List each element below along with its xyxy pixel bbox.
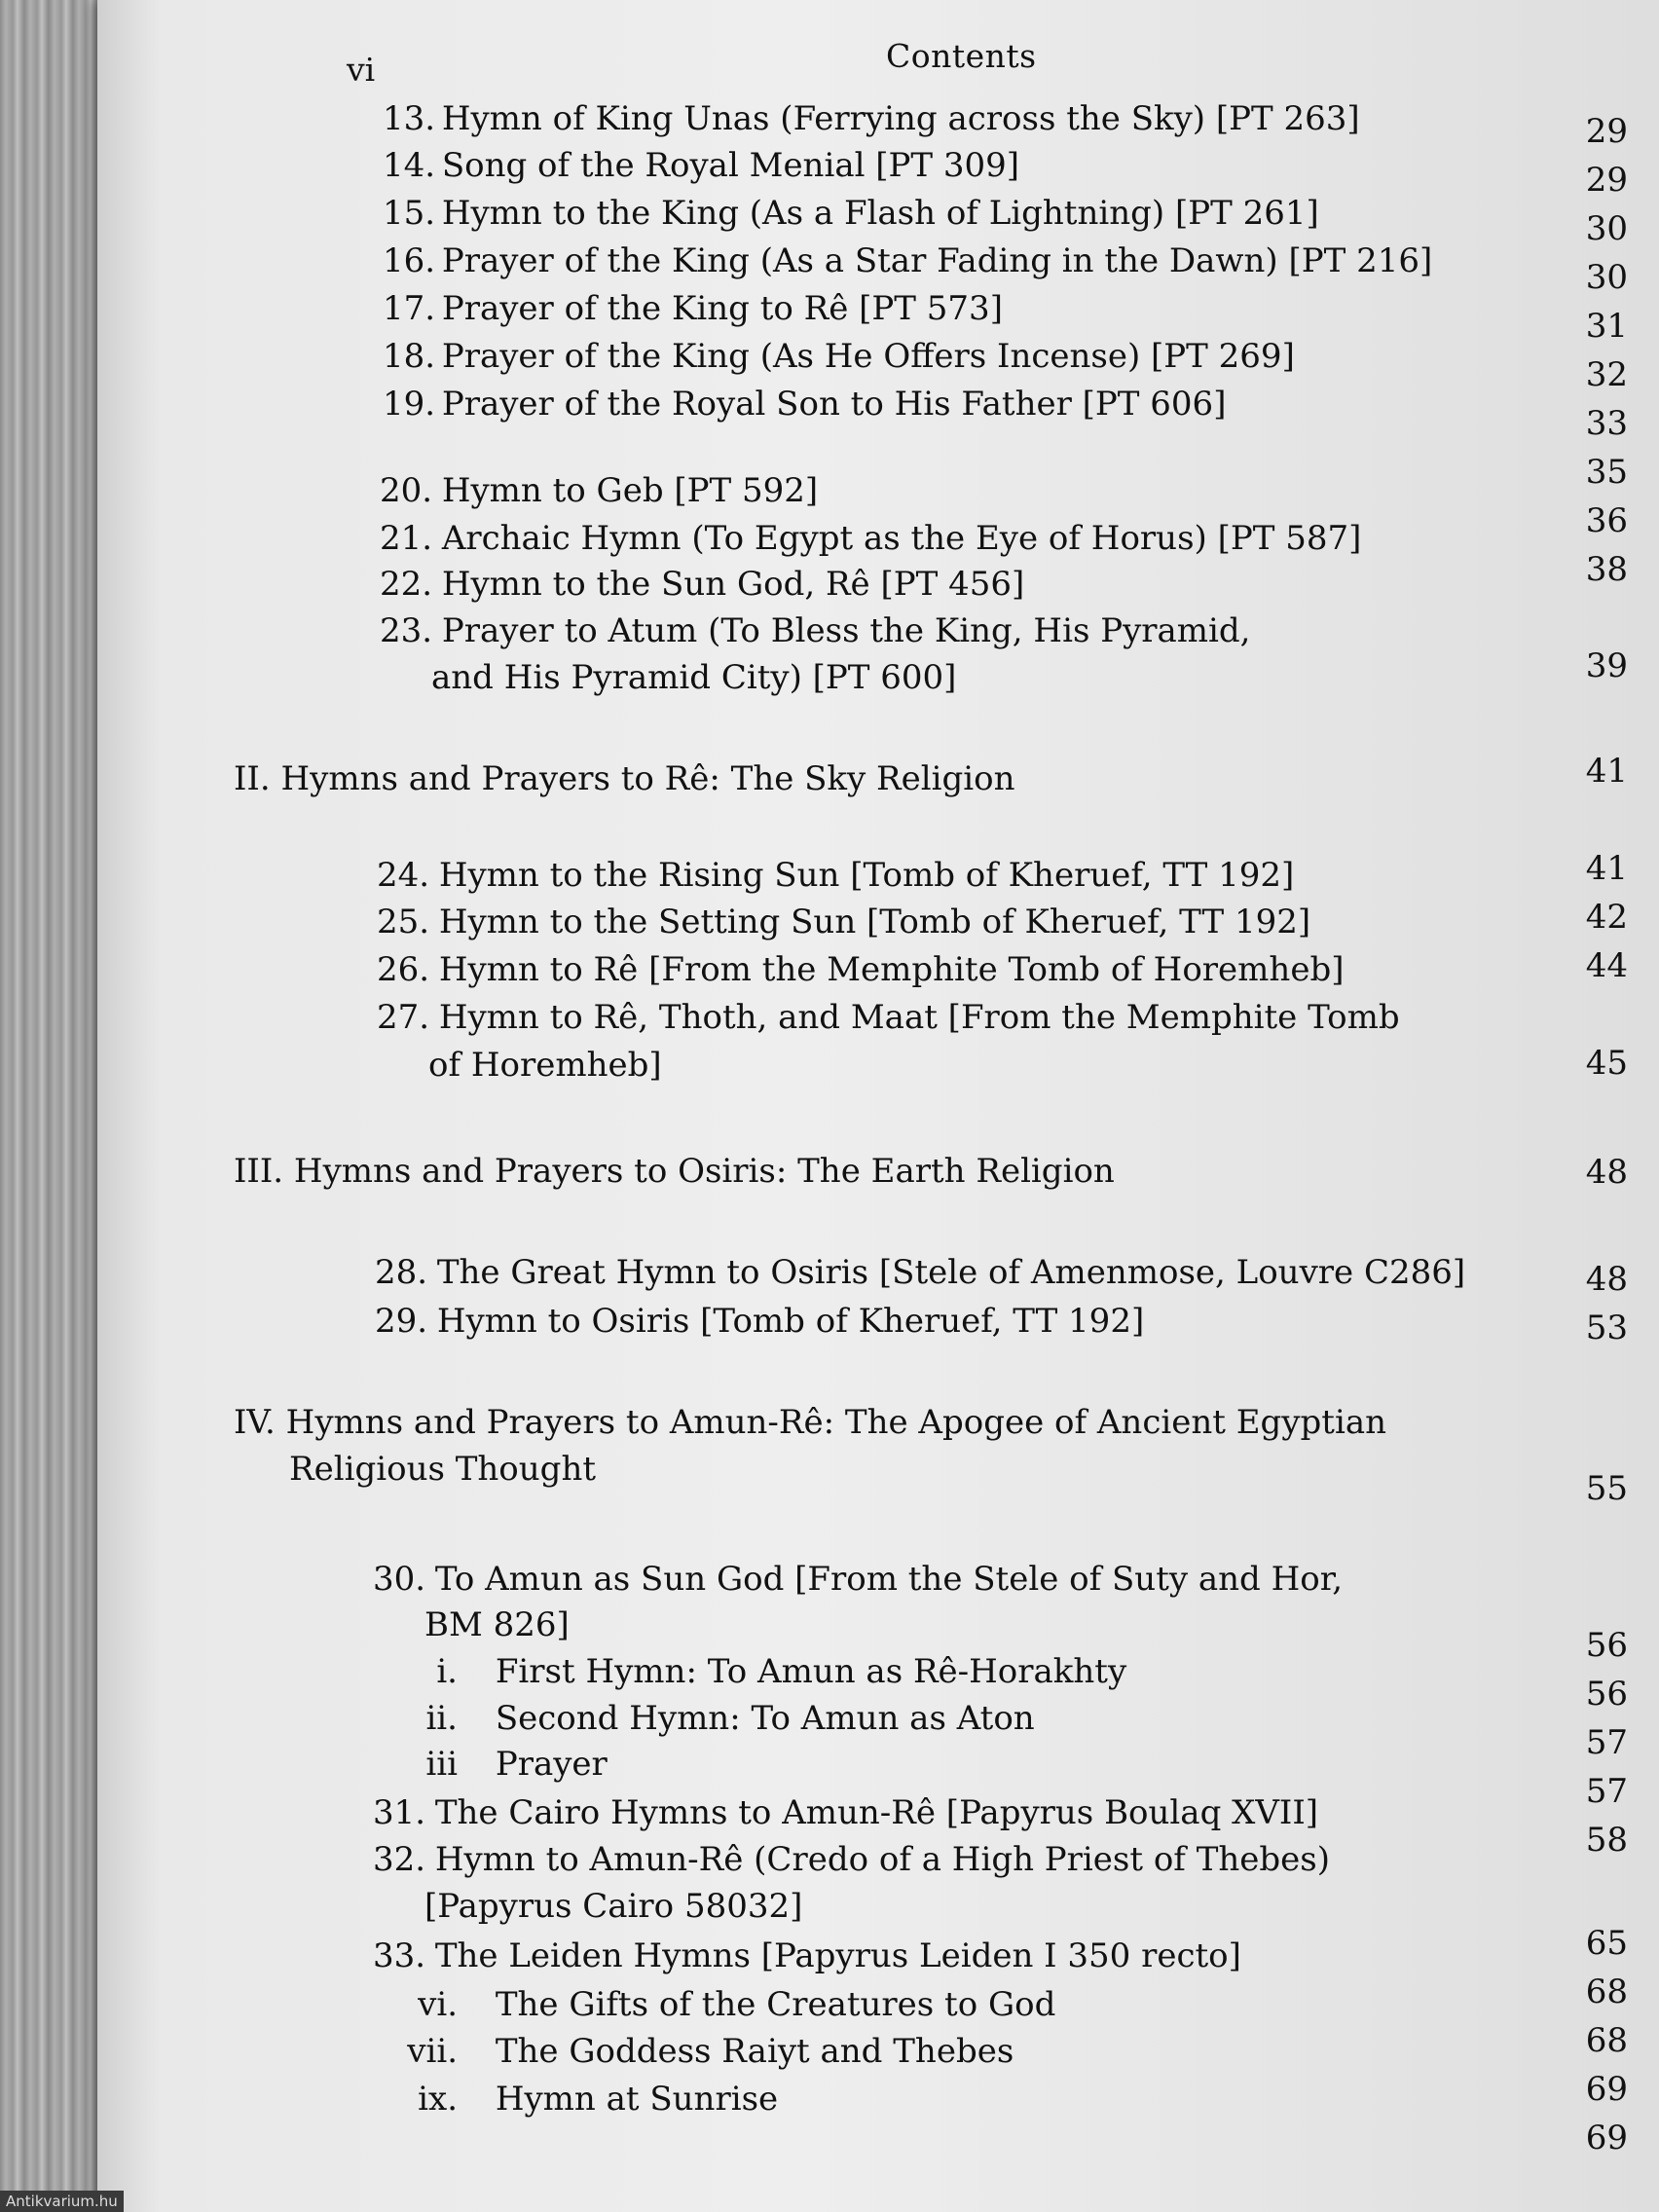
entry-title-continuation: BM 826]: [424, 1605, 570, 1644]
entry-number: 15.: [383, 194, 436, 233]
toc-subentry-iii: [409, 1741, 608, 1788]
entry-title: Hymn to Osiris [Tomb of Kheruef, TT 192]: [436, 1302, 1145, 1341]
entry-page: 68: [1585, 1972, 1628, 2011]
toc-entry-17: [383, 285, 1003, 332]
entry-title: The Great Hymn to Osiris [Stele of Amenmose, Louvre C286]: [436, 1253, 1466, 1292]
entry-title: Prayer of the Royal Son to His Father [PT 606]: [441, 385, 1227, 424]
entry-page: 45: [1585, 1044, 1628, 1083]
entry-title: To Amun as Sun God [From the Stele of Suty and Hor,: [434, 1560, 1344, 1599]
toc-entry-27-continuation: [428, 1042, 662, 1088]
entry-page: 42: [1585, 898, 1628, 937]
toc-section-II: [234, 756, 1015, 802]
entry-page: 32: [1585, 355, 1628, 394]
entry-title: Hymn to the Setting Sun [Tomb of Kheruef, TT 192]: [438, 903, 1311, 941]
toc-entry-32-continuation: [424, 1883, 802, 1930]
section-title: Hymns and Prayers to Rê: The Sky Religion: [280, 759, 1015, 798]
entry-number: 17.: [383, 289, 436, 328]
book-page: [97, 0, 1659, 2212]
entry-title: Prayer: [495, 1745, 608, 1784]
entry-number: 21.: [380, 519, 433, 558]
entry-number: ix.: [418, 2080, 458, 2119]
entry-number: 32.: [373, 1840, 426, 1879]
entry-title: The Goddess Raiyt and Thebes: [495, 2032, 1014, 2071]
toc-entry-15: [383, 190, 1319, 237]
entry-number: 22.: [380, 565, 433, 604]
toc-entry-25: [377, 899, 1310, 945]
entry-title-continuation: [Papyrus Cairo 58032]: [424, 1887, 803, 1926]
toc-entry-31: [373, 1789, 1318, 1836]
entry-page: 68: [1585, 2021, 1628, 2060]
section-title-continuation: Religious Thought: [289, 1450, 596, 1489]
entry-number: 23.: [380, 611, 433, 650]
entry-page: 41: [1585, 752, 1628, 791]
entry-title: Hymn to the Sun God, Rê [PT 456]: [441, 565, 1025, 604]
entry-page: 36: [1585, 501, 1628, 540]
entry-number: 16.: [383, 241, 436, 280]
toc-entry-23-continuation: [431, 654, 956, 701]
section-title: Hymns and Prayers to Amun-Rê: The Apogee of Ancient Egyptian: [285, 1403, 1386, 1442]
toc-entry-30-continuation: [424, 1602, 570, 1648]
toc-entry-23: [380, 608, 1251, 654]
toc-section-III: [234, 1148, 1115, 1195]
entry-number: vii.: [407, 2032, 458, 2071]
section-title: Hymns and Prayers to Osiris: The Earth Religion: [293, 1152, 1115, 1191]
entry-number: 28.: [375, 1253, 428, 1292]
toc-subentry-i: [409, 1648, 1126, 1695]
entry-title: Hymn to Geb [PT 592]: [441, 471, 819, 510]
toc-entry-26: [377, 946, 1344, 993]
entry-page: 29: [1585, 112, 1628, 151]
entry-title: Prayer of the King (As a Star Fading in the Dawn) [PT 216]: [441, 241, 1433, 280]
section-number: IV.: [234, 1403, 276, 1442]
entry-title: Archaic Hymn (To Egypt as the Eye of Horus) [PT 587]: [441, 519, 1362, 558]
entry-page: 48: [1585, 1153, 1628, 1192]
entry-number: 20.: [380, 471, 433, 510]
entry-title-continuation: and His Pyramid City) [PT 600]: [431, 658, 957, 697]
entry-title: The Gifts of the Creatures to God: [495, 1985, 1056, 2024]
entry-page: 57: [1585, 1723, 1628, 1762]
entry-page: 56: [1585, 1626, 1628, 1665]
toc-section-IV-continuation: [289, 1446, 596, 1493]
entry-number: 14.: [383, 146, 436, 185]
toc-entry-28: [375, 1249, 1465, 1296]
toc-entry-20: [380, 467, 818, 514]
entry-page: 39: [1585, 646, 1628, 685]
entry-number: 24.: [377, 856, 430, 895]
entry-number: 19.: [383, 385, 436, 424]
entry-number: 25.: [377, 903, 430, 941]
section-number: II.: [234, 759, 271, 798]
watermark: Antikvarium.hu: [0, 2191, 124, 2212]
entry-title: Hymn to the King (As a Flash of Lightning) [PT 261]: [441, 194, 1319, 233]
entry-page: 38: [1585, 550, 1628, 589]
entry-title: Prayer of the King (As He Offers Incense) [PT 269]: [441, 337, 1295, 376]
toc-entry-27: [377, 994, 1400, 1041]
toc-subentry-vii: [399, 2028, 1014, 2075]
toc-entry-14: [383, 142, 1019, 189]
entry-number: 26.: [377, 950, 430, 989]
entry-number: vi.: [418, 1985, 458, 2024]
toc-entry-18: [383, 333, 1295, 380]
entry-number: 30.: [373, 1560, 426, 1599]
entry-title: Hymn to Rê, Thoth, and Maat [From the Memphite Tomb: [438, 998, 1400, 1037]
entry-page: 58: [1585, 1821, 1628, 1860]
page-number: vi: [347, 51, 376, 89]
toc-entry-21: [380, 515, 1361, 562]
toc-subentry-ii: [409, 1695, 1035, 1742]
entry-page: 29: [1585, 161, 1628, 200]
toc-entry-30: [373, 1556, 1343, 1603]
entry-title: Hymn to Rê [From the Memphite Tomb of Horemheb]: [438, 950, 1345, 989]
toc-entry-32: [373, 1836, 1330, 1883]
entry-page: 44: [1585, 946, 1628, 985]
entry-title: Second Hymn: To Amun as Aton: [495, 1699, 1035, 1738]
entry-number: 18.: [383, 337, 436, 376]
toc-section-IV: [234, 1399, 1386, 1446]
entry-title: Prayer to Atum (To Bless the King, His Pyramid,: [441, 611, 1251, 650]
entry-page: 30: [1585, 209, 1628, 248]
entry-title: Hymn of King Unas (Ferrying across the Sky) [PT 263]: [441, 99, 1360, 138]
toc-entry-33: [373, 1933, 1241, 1979]
toc-entry-19: [383, 381, 1226, 427]
entry-page: 55: [1585, 1469, 1628, 1508]
entry-page: 53: [1585, 1309, 1628, 1347]
running-head: Contents: [886, 37, 1037, 75]
entry-title: First Hymn: To Amun as Rê-Horakhty: [495, 1652, 1127, 1691]
entry-number: 13.: [383, 99, 436, 138]
entry-number: 27.: [377, 998, 430, 1037]
entry-number: 31.: [373, 1793, 426, 1832]
section-number: III.: [234, 1152, 284, 1191]
entry-title: Prayer of the King to Rê [PT 573]: [441, 289, 1003, 328]
toc-entry-16: [383, 238, 1432, 284]
entry-number: 29.: [375, 1302, 428, 1341]
entry-page: 65: [1585, 1924, 1628, 1963]
toc-entry-24: [377, 852, 1294, 899]
entry-page: 30: [1585, 258, 1628, 297]
entry-page: 35: [1585, 453, 1628, 492]
toc-entry-13: [383, 95, 1360, 142]
entry-page: 69: [1585, 2119, 1628, 2157]
entry-title: Song of the Royal Menial [PT 309]: [441, 146, 1020, 185]
entry-page: 33: [1585, 404, 1628, 443]
entry-page: 48: [1585, 1260, 1628, 1299]
entry-title: Hymn to Amun-Rê (Credo of a High Priest of Thebes): [434, 1840, 1330, 1879]
entry-title: Hymn to the Rising Sun [Tomb of Kheruef, TT 192]: [438, 856, 1295, 895]
entry-number: i.: [436, 1652, 458, 1691]
entry-page: 57: [1585, 1772, 1628, 1811]
background-surface: [0, 0, 97, 2212]
entry-title: Hymn at Sunrise: [495, 2080, 779, 2119]
toc-subentry-ix: [399, 2076, 778, 2122]
toc-entry-29: [375, 1298, 1144, 1345]
toc-subentry-vi: [399, 1981, 1055, 2028]
toc-entry-22: [380, 561, 1024, 608]
entry-page: 41: [1585, 849, 1628, 888]
entry-title-continuation: of Horemheb]: [428, 1046, 662, 1085]
entry-number: 33.: [373, 1936, 426, 1975]
entry-title: The Cairo Hymns to Amun-Rê [Papyrus Boulaq XVII]: [434, 1793, 1319, 1832]
entry-title: The Leiden Hymns [Papyrus Leiden I 350 recto]: [434, 1936, 1241, 1975]
entry-number: ii.: [425, 1699, 458, 1738]
entry-page: 69: [1585, 2070, 1628, 2109]
entry-number: iii: [425, 1745, 458, 1784]
entry-page: 56: [1585, 1675, 1628, 1714]
entry-page: 31: [1585, 307, 1628, 346]
